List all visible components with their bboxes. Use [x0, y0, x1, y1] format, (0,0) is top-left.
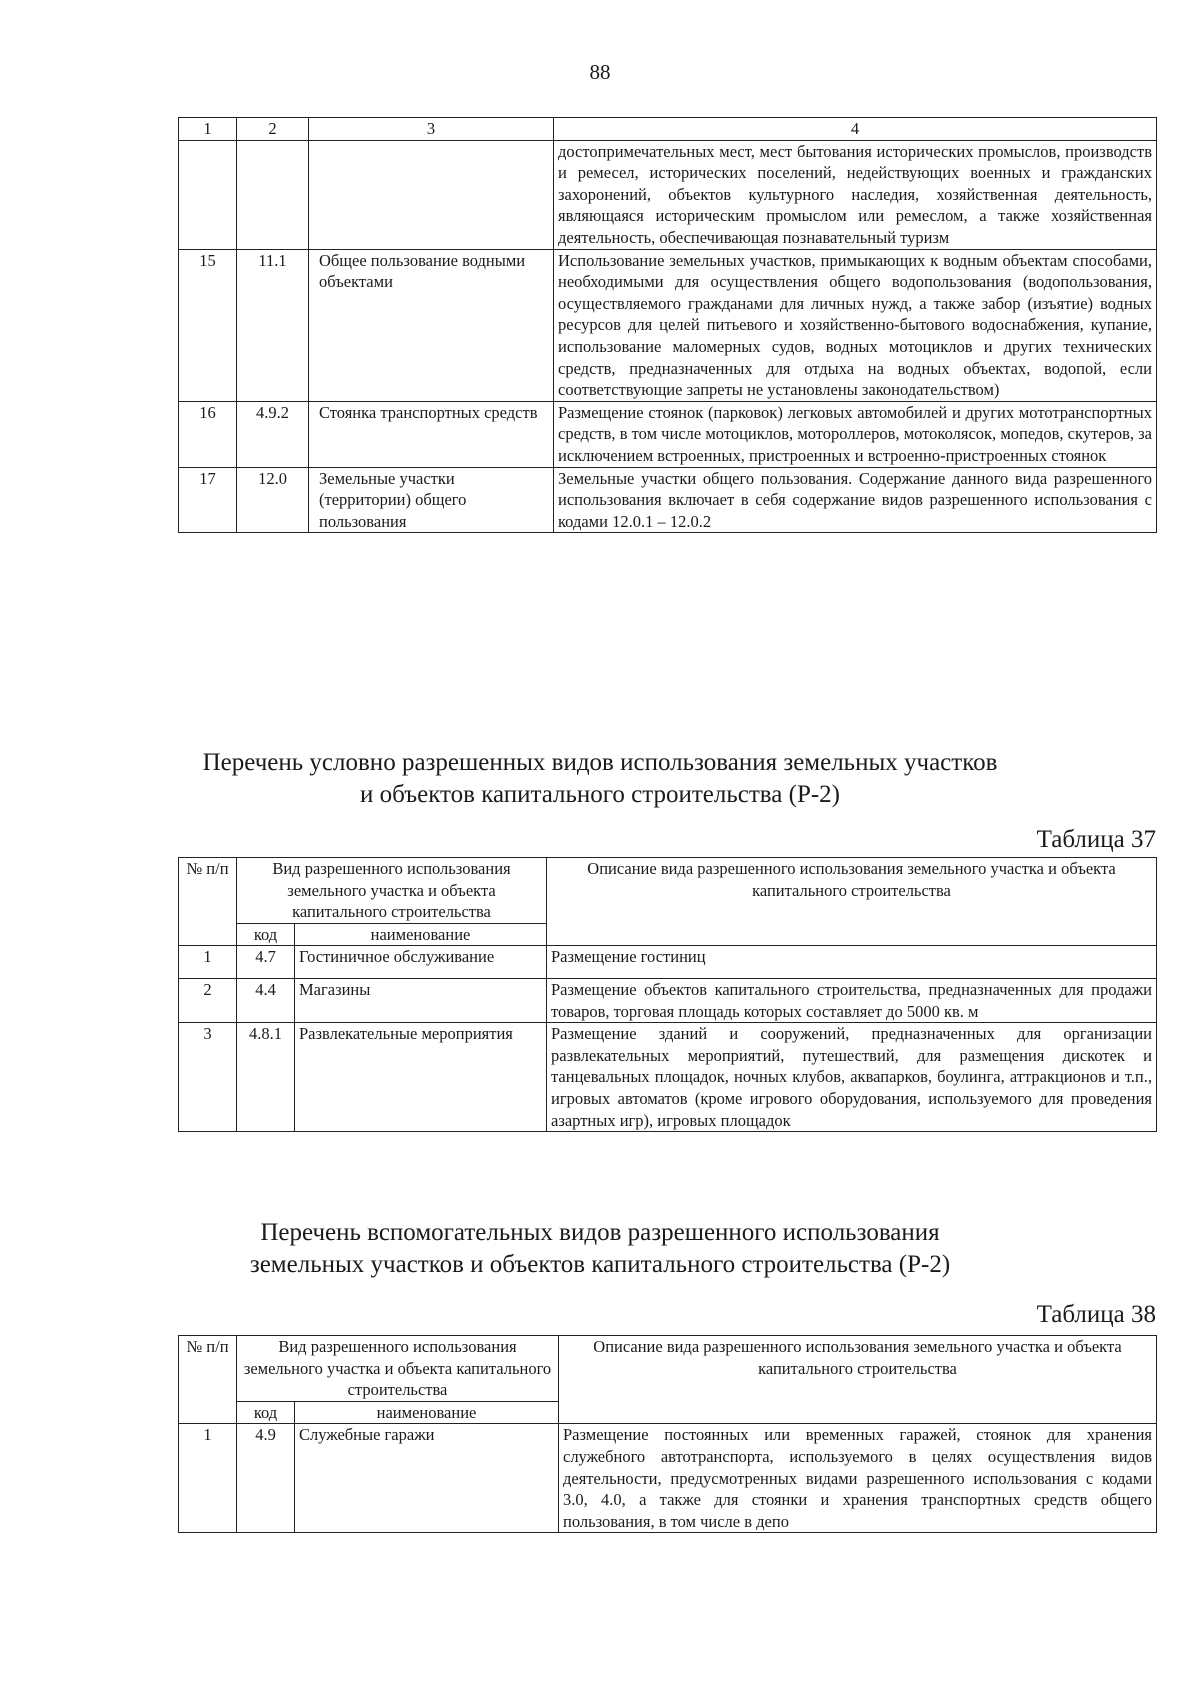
row-name: [309, 140, 554, 249]
table-caption-38: Таблица 38: [1036, 1301, 1156, 1328]
row-description: Размещение стоянок (парковок) легковых автомобилей и других мототранспортных средств, в том числе мотоциклов, мотороллеров, мотоколясок, мопедов, скутеров, за исключением встроенных, пристроенных и встроенно-пристроенных стоянок: [554, 401, 1157, 467]
table-header-row: [179, 118, 1157, 141]
table-header-row: [179, 858, 1157, 924]
row-description: Размещение гостиниц: [547, 946, 1157, 979]
header-name: наименование: [295, 923, 547, 946]
table-row: [179, 249, 1157, 401]
row-number: 15: [179, 249, 237, 401]
row-name: Общее пользование водными объектами: [309, 249, 554, 401]
table-row: [179, 1023, 1157, 1132]
table-row: [179, 467, 1157, 533]
row-code: 4.8.1: [237, 1023, 295, 1132]
row-code: 4.9: [237, 1424, 295, 1533]
header-number: № п/п: [179, 858, 237, 946]
row-number: 2: [179, 978, 237, 1022]
row-code: 4.4: [237, 978, 295, 1022]
row-code: [237, 140, 309, 249]
page-number: 88: [589, 60, 611, 84]
header-name: наименование: [295, 1401, 559, 1424]
row-number: [179, 140, 237, 249]
table-caption-37: Таблица 37: [1036, 826, 1156, 853]
row-name: Служебные гаражи: [295, 1424, 559, 1533]
row-name: Стоянка транспортных средств: [309, 401, 554, 467]
column-number-2: 2: [237, 118, 309, 141]
row-number: 17: [179, 467, 237, 533]
row-code: 4.7: [237, 946, 295, 979]
table-header-row: [179, 1336, 1157, 1402]
row-code: 12.0: [237, 467, 309, 533]
table-38: [178, 1335, 1157, 1533]
header-number: № п/п: [179, 1336, 237, 1424]
column-number-3: 3: [309, 118, 554, 141]
section-heading-line: земельных участков и объектов капитального строительства (Р-2): [249, 1251, 951, 1278]
header-code: код: [237, 923, 295, 946]
row-number: 3: [179, 1023, 237, 1132]
header-description: Описание вида разрешенного использования земельного участка и объекта капитального строительства: [547, 858, 1157, 946]
table-row: [179, 1424, 1157, 1533]
table-36-continuation: [178, 117, 1157, 533]
header-kind: Вид разрешенного использования земельного участка и объекта капитального строительства: [237, 1336, 559, 1402]
row-description: достопримечательных мест, мест бытования исторических промыслов, производств и ремесел, исторических поселений, недействующих военных и гражданских захоронений, объектов культурного наследия, хозяйственная деятельность, являющаяся историческим промыслом или ремеслом, а также хозяйственная деятельность, обеспечивающая познавательный туризм: [554, 140, 1157, 249]
row-number: 16: [179, 401, 237, 467]
table-row: [179, 401, 1157, 467]
row-name: Земельные участки (территории) общего пользования: [309, 467, 554, 533]
row-description: Использование земельных участков, примыкающих к водным объектам способами, необходимыми для осуществления общего водопользования (водопользования, осуществляемого гражданами для личных нужд, а также забор (изъятие) водных ресурсов для целей питьевого и хозяйственно-бытового водоснабжения, купание, использование маломерных судов, водных мотоциклов и других технических средств, предназначенных для отдыха на водных объектах, водопой, если соответствующие запреты не установлены законодательством): [554, 249, 1157, 401]
header-kind: Вид разрешенного использования земельного участка и объекта капитального строительства: [237, 858, 547, 924]
table-row: [179, 946, 1157, 979]
row-description: Земельные участки общего пользования. Содержание данного вида разрешенного использования включает в себя содержание видов разрешенного использования с кодами 12.0.1 – 12.0.2: [554, 467, 1157, 533]
row-name: Развлекательные мероприятия: [295, 1023, 547, 1132]
section-heading-line: Перечень условно разрешенных видов использования земельных участков: [202, 749, 998, 776]
row-number: 1: [179, 1424, 237, 1533]
table-row: [179, 978, 1157, 1022]
row-code: 11.1: [237, 249, 309, 401]
table-37: [178, 857, 1157, 1132]
column-number-1: 1: [179, 118, 237, 141]
row-description: Размещение объектов капитального строительства, предназначенных для продажи товаров, торговая площадь которых составляет до 5000 кв. м: [547, 978, 1157, 1022]
row-name: Магазины: [295, 978, 547, 1022]
section-heading-conditional: [0, 747, 1200, 811]
header-description: Описание вида разрешенного использования земельного участка и объекта капитального строительства: [559, 1336, 1157, 1424]
section-heading-auxiliary: [0, 1217, 1200, 1281]
row-code: 4.9.2: [237, 401, 309, 467]
section-heading-line: Перечень вспомогательных видов разрешенного использования: [260, 1219, 940, 1246]
column-number-4: 4: [554, 118, 1157, 141]
row-description: Размещение зданий и сооружений, предназначенных для организации развлекательных мероприятий, путешествий, для размещения дискотек и танцевальных площадок, ночных клубов, аквапарков, боулинга, аттракционов и т.п., игровых автоматов (кроме игрового оборудования, используемого для проведения азартных игр), игровых площадок: [547, 1023, 1157, 1132]
row-name: Гостиничное обслуживание: [295, 946, 547, 979]
header-code: код: [237, 1401, 295, 1424]
row-number: 1: [179, 946, 237, 979]
row-description: Размещение постоянных или временных гаражей, стоянок для хранения служебного автотранспорта, используемого в целях осуществления видов деятельности, предусмотренных видами разрешенного использования с кодами 3.0, 4.0, а также для стоянки и хранения транспортных средств общего пользования, в том числе в депо: [559, 1424, 1157, 1533]
table-row: [179, 140, 1157, 249]
section-heading-line: и объектов капитального строительства (Р-2): [359, 781, 841, 808]
